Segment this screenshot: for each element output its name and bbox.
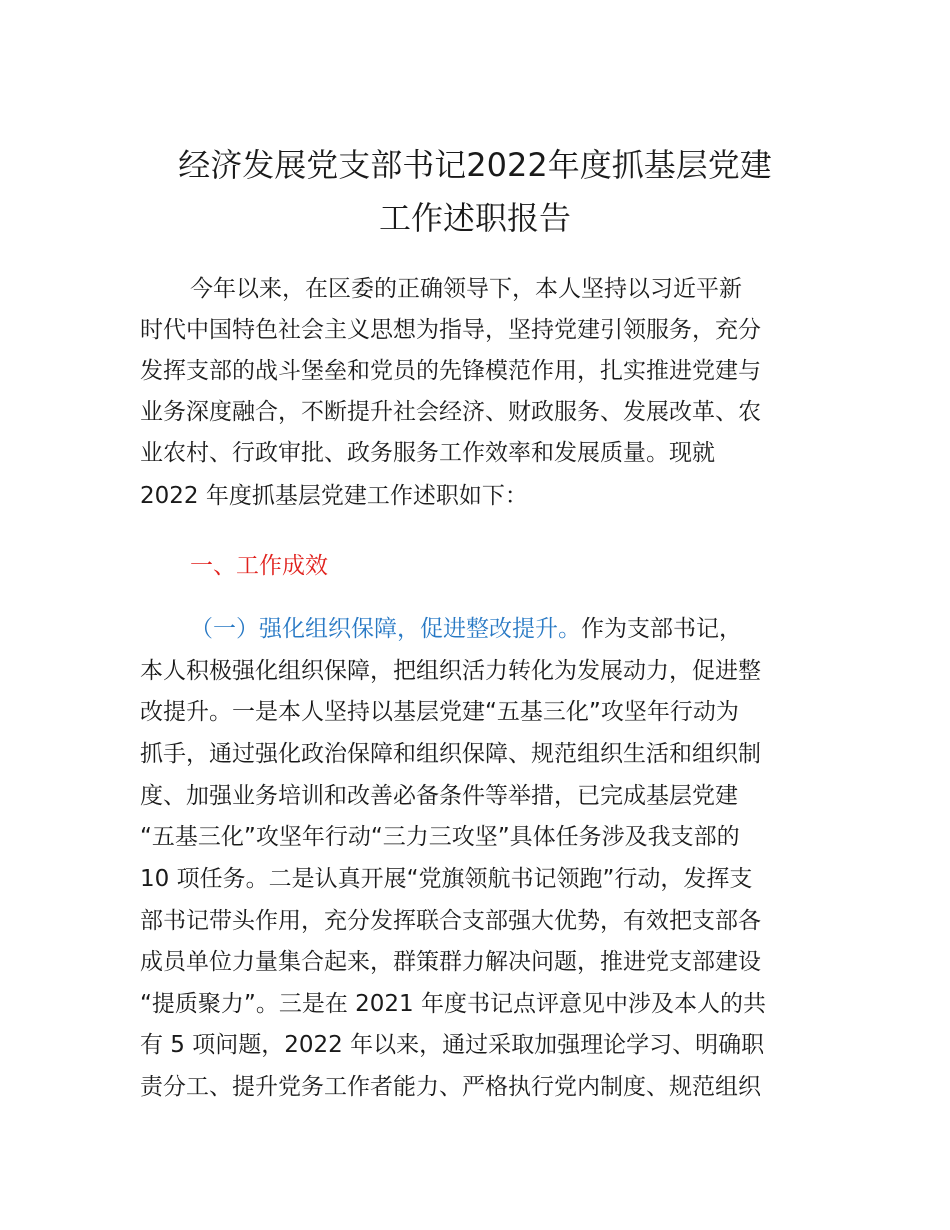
- body-line: 有 5 项问题，2022 年以来，通过采取加强理论学习、明确职: [140, 1032, 765, 1058]
- subsection-first-line-text: 作为支部书记，: [581, 616, 742, 642]
- body-line: 抓手，通过强化政治保障和组织保障、规范组织生活和组织制: [140, 741, 761, 767]
- body-line: “五基三化”攻坚年行动“三力三攻坚”具体任务涉及我支部的: [140, 824, 740, 850]
- body-line: “提质聚力”。三是在 2021 年度书记点评意见中涉及本人的共: [140, 991, 766, 1017]
- body-line: 本人积极强化组织保障，把组织活力转化为发展动力，促进整: [140, 658, 761, 684]
- subsection-first-line: [190, 614, 742, 644]
- body-line: 改提升。一是本人坚持以基层党建“五基三化”攻坚年行动为: [140, 699, 739, 725]
- document-title-line-1: 经济发展党支部书记2022年度抓基层党建: [178, 146, 772, 184]
- section-heading: 一、工作成效: [190, 553, 328, 579]
- intro-line: 发挥支部的战斗堡垒和党员的先锋模范作用，扎实推进党建与: [140, 358, 761, 384]
- body-line: 责分工、提升党务工作者能力、严格执行党内制度、规范组织: [140, 1074, 761, 1100]
- intro-line: 2022 年度抓基层党建工作述职如下：: [140, 483, 528, 509]
- document-title-line-2: 工作述职报告: [378, 199, 571, 237]
- intro-line: 业务深度融合，不断提升社会经济、财政服务、发展改革、农: [140, 399, 761, 425]
- intro-line: 时代中国特色社会主义思想为指导，坚持党建引领服务，充分: [140, 317, 761, 343]
- intro-line: 业农村、行政审批、政务服务工作效率和发展质量。现就: [140, 440, 715, 466]
- subsection-heading: （一）强化组织保障，促进整改提升。: [190, 616, 581, 642]
- body-line: 部书记带头作用，充分发挥联合支部强大优势，有效把支部各: [140, 908, 761, 934]
- body-line: 度、加强业务培训和改善必备条件等举措，已完成基层党建: [140, 783, 738, 809]
- body-line: 成员单位力量集合起来，群策群力解决问题，推进党支部建设: [140, 949, 761, 975]
- body-line: 10 项任务。二是认真开展“党旗领航书记领跑”行动，发挥支: [140, 866, 753, 892]
- intro-line: 今年以来，在区委的正确领导下，本人坚持以习近平新: [190, 276, 742, 302]
